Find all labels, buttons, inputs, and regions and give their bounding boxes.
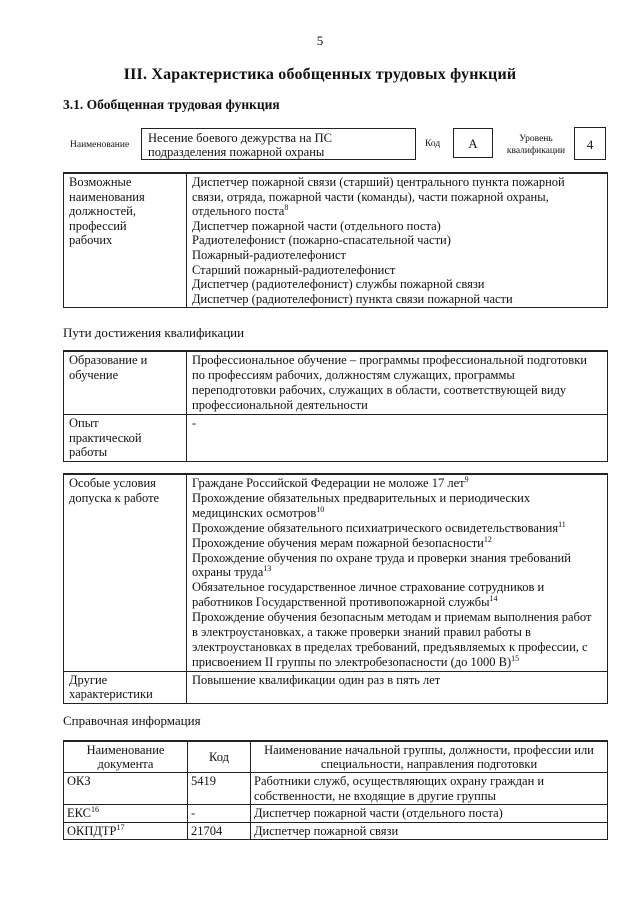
condition-line: присвоением II группы по электробезопасности (до 1000 В)$^{15}$	[192, 653, 520, 669]
reference-table	[63, 740, 608, 840]
level-value: 4	[574, 127, 606, 160]
condition-line: работников Государственной противопожарной службы$^{14}$	[192, 594, 498, 610]
ref-doc: ОКПДТР$^{17}$	[64, 822, 188, 840]
conditions-label: Особые условия допуска к работе	[64, 474, 187, 671]
condition-line: Прохождение обучения по охране труда и проверки знания требований	[192, 550, 571, 565]
function-name-line: подразделения пожарной охраны	[148, 145, 325, 159]
level-label-line: квалификации	[506, 146, 566, 156]
education-text: Профессиональное обучение – программы профессиональной подготовки по профессиям рабочих, должностям служащих, программы переподготовки рабочих, служащих в области, соответствующей виду профессиональной деятельности	[187, 351, 608, 415]
condition-line: Обязательное государственное личное страхование сотрудников и	[192, 580, 545, 595]
ref-name: Диспетчер пожарной части (отдельного поста)	[251, 805, 608, 823]
level-label	[500, 133, 572, 157]
position-line: Пожарный-радиотелефонист	[192, 247, 346, 262]
ref-header-code: Код	[188, 741, 251, 773]
position-line: Диспетчер пожарной части (отдельного поста)	[192, 218, 441, 233]
positions-table	[63, 172, 608, 308]
ref-header-name: Наименование начальной группы, должности, профессии или специальности, направления подготовки	[251, 741, 608, 773]
condition-line: Граждане Российской Федерации не моложе 17 лет$^9$	[192, 474, 469, 490]
page-number: 5	[316, 33, 324, 48]
ref-name: Работники служб, осуществляющих охрану граждан и собственности, не входящие в другие группы	[251, 773, 608, 805]
experience-label: Опыт практической работы	[64, 415, 187, 462]
other-label: Другие характеристики	[64, 671, 187, 703]
condition-line: охраны труда$^{13}$	[192, 564, 272, 580]
code-value: А	[453, 128, 493, 158]
subsection-title: 3.1. Обобщенная трудовая функция	[63, 97, 280, 112]
positions-list	[187, 173, 608, 308]
position-line: Диспетчер (радиотелефонист) службы пожарной связи	[192, 277, 485, 292]
position-line: Старший пожарный-радиотелефонист	[192, 262, 396, 277]
position-line: Радиотелефонист (пожарно-спасательной части)	[192, 233, 451, 248]
experience-value: -	[187, 415, 608, 462]
position-line: Диспетчер (радиотелефонист) пункта связи пожарной части	[192, 291, 513, 306]
position-line: отдельного поста$^8$	[192, 203, 289, 219]
name-label: Наименование	[70, 140, 130, 150]
ref-header-doc: Наименование документа	[64, 741, 188, 773]
ref-doc: ОКЗ	[64, 773, 188, 805]
table-row	[64, 822, 608, 840]
education-label: Образование и обучение	[64, 351, 187, 415]
position-line: связи, отряда, пожарной части (команды), части пожарной охраны,	[192, 189, 549, 204]
condition-line: Прохождение обучения мерам пожарной безопасности$^{12}$	[192, 534, 492, 550]
ref-code: -	[188, 805, 251, 823]
table-row	[64, 773, 608, 805]
condition-line: Прохождение обязательного психиатрического освидетельствования$^{11}$	[192, 519, 566, 535]
position-line: Диспетчер пожарной связи (старший) центрального пункта пожарной	[192, 175, 565, 189]
condition-line: электроустановках в пределах требований, предъявляемых к профессии, с	[192, 639, 588, 654]
condition-line: Прохождение обязательных предварительных и периодических	[192, 490, 531, 505]
condition-line: Прохождение обучения безопасным методам и приемам выполнения работ	[192, 610, 592, 625]
ref-code: 5419	[188, 773, 251, 805]
code-label: Код	[425, 139, 441, 149]
ref-name: Диспетчер пожарной связи	[251, 822, 608, 840]
ref-doc: ЕКС$^{16}$	[64, 805, 188, 823]
condition-line: медицинских осмотров$^{10}$	[192, 504, 325, 520]
paths-title: Пути достижения квалификации	[63, 325, 245, 340]
condition-line: в электроустановках, а также проверки знаний правил работы в	[192, 625, 531, 640]
other-value: Повышение квалификации один раз в пять лет	[187, 671, 608, 703]
conditions-list	[187, 474, 608, 671]
level-label-line: Уровень	[519, 134, 553, 144]
education-table	[63, 350, 608, 462]
conditions-table	[63, 473, 608, 704]
ref-code: 21704	[188, 822, 251, 840]
function-name-line: Несение боевого дежурства на ПС	[148, 131, 332, 145]
positions-label: Возможные наименования должностей, профессий рабочих	[64, 173, 187, 308]
section-title: III. Характеристика обобщенных трудовых функций	[123, 66, 517, 83]
reference-title: Справочная информация	[63, 713, 201, 728]
function-name-box	[141, 128, 416, 160]
table-row	[64, 805, 608, 823]
